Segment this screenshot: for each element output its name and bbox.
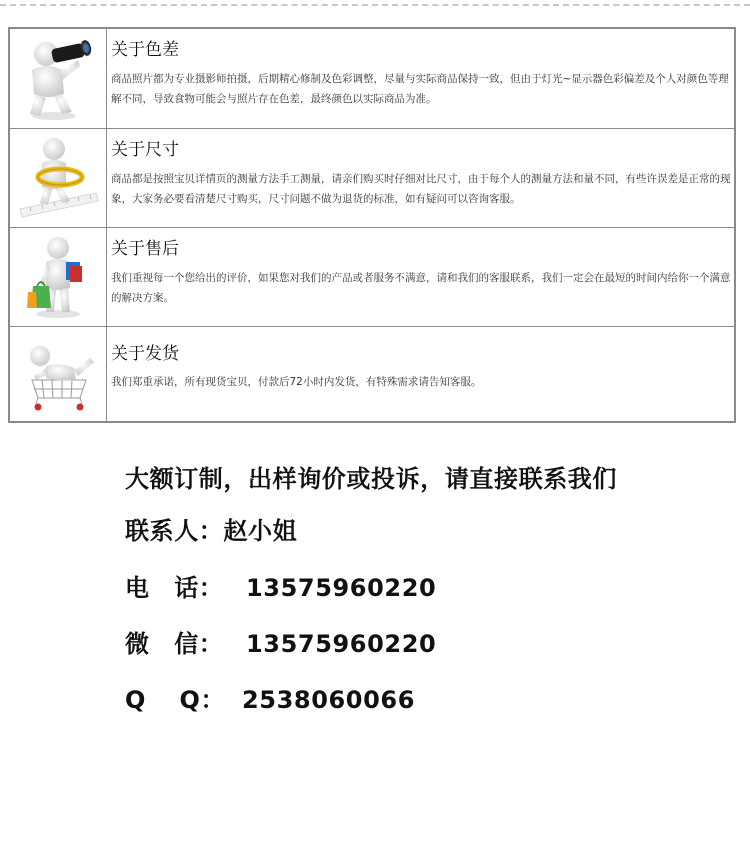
contact-wechat-value: 13575960220 <box>246 630 437 658</box>
contact-headline: 大额订制，出样询价或投诉，请直接联系我们 <box>125 465 617 493</box>
notice-row-color-difference <box>10 29 734 128</box>
notice-description: 我们重视每一个您给出的评价，如果您对我们的产品或者服务不满意，请和我们的客服联系，我们一定会在最短的时间内给你一个满意的解决方案。 <box>111 272 731 304</box>
contact-phone-value: 13575960220 <box>246 574 437 602</box>
notice-table <box>8 27 736 423</box>
contact-qq-value: 2538060066 <box>242 686 415 714</box>
measuring-tape-icon <box>16 135 100 221</box>
notice-text-cell <box>110 327 728 421</box>
notice-title: 关于色差 <box>111 40 179 60</box>
notice-row-size <box>10 128 734 227</box>
notice-description: 我们郑重承诺，所有现货宝贝，付款后72小时内发货，有特殊需求请告知客服。 <box>111 376 482 388</box>
contact-qq-line <box>125 681 415 719</box>
notice-text-cell <box>110 129 731 227</box>
contact-phone-line <box>125 569 436 607</box>
contact-wechat-line <box>125 625 436 663</box>
notice-description: 商品照片都为专业摄影师拍摄，后期精心修制及色彩调整，尽量与实际商品保持一致，但由于灯光~显示器色彩偏差及个人对颜色等理解不同，导致食物可能会与照片存在色差，最终颜色以实际商品为准。 <box>111 73 729 105</box>
notice-title: 关于尺寸 <box>111 140 179 160</box>
contact-person-value: 赵小姐 <box>223 517 298 545</box>
contact-qq-label: Q Q： <box>125 686 226 714</box>
icon-cell <box>10 129 107 227</box>
top-dashed-divider <box>0 4 750 6</box>
contact-wechat-label: 微 信： <box>125 630 224 658</box>
notice-text-cell <box>110 228 731 326</box>
notice-text-cell <box>110 29 728 128</box>
notice-row-after-sales <box>10 227 734 326</box>
notice-row-shipping <box>10 326 734 421</box>
icon-cell <box>10 327 107 421</box>
notice-title: 关于发货 <box>111 344 179 364</box>
shopping-cart-icon <box>16 332 100 416</box>
contact-phone-label: 电 话： <box>125 574 224 602</box>
notice-description: 商品都是按照宝贝详情页的测量方法手工测量，请亲们购买时仔细对比尺寸，由于每个人的测量方法和量不同，有些许误差是正常的现象，大家务必要看清楚尺寸购买，尺寸问题不做为退货的标准，如有疑问可以咨询客服。 <box>111 173 731 205</box>
icon-cell <box>10 228 107 326</box>
icon-cell <box>10 29 107 128</box>
contact-person-label: 联系人： <box>125 517 224 545</box>
notice-title: 关于售后 <box>111 239 179 259</box>
shopping-bags-icon <box>18 234 98 320</box>
contact-person-line <box>125 512 297 550</box>
camera-photographer-icon <box>18 36 98 122</box>
